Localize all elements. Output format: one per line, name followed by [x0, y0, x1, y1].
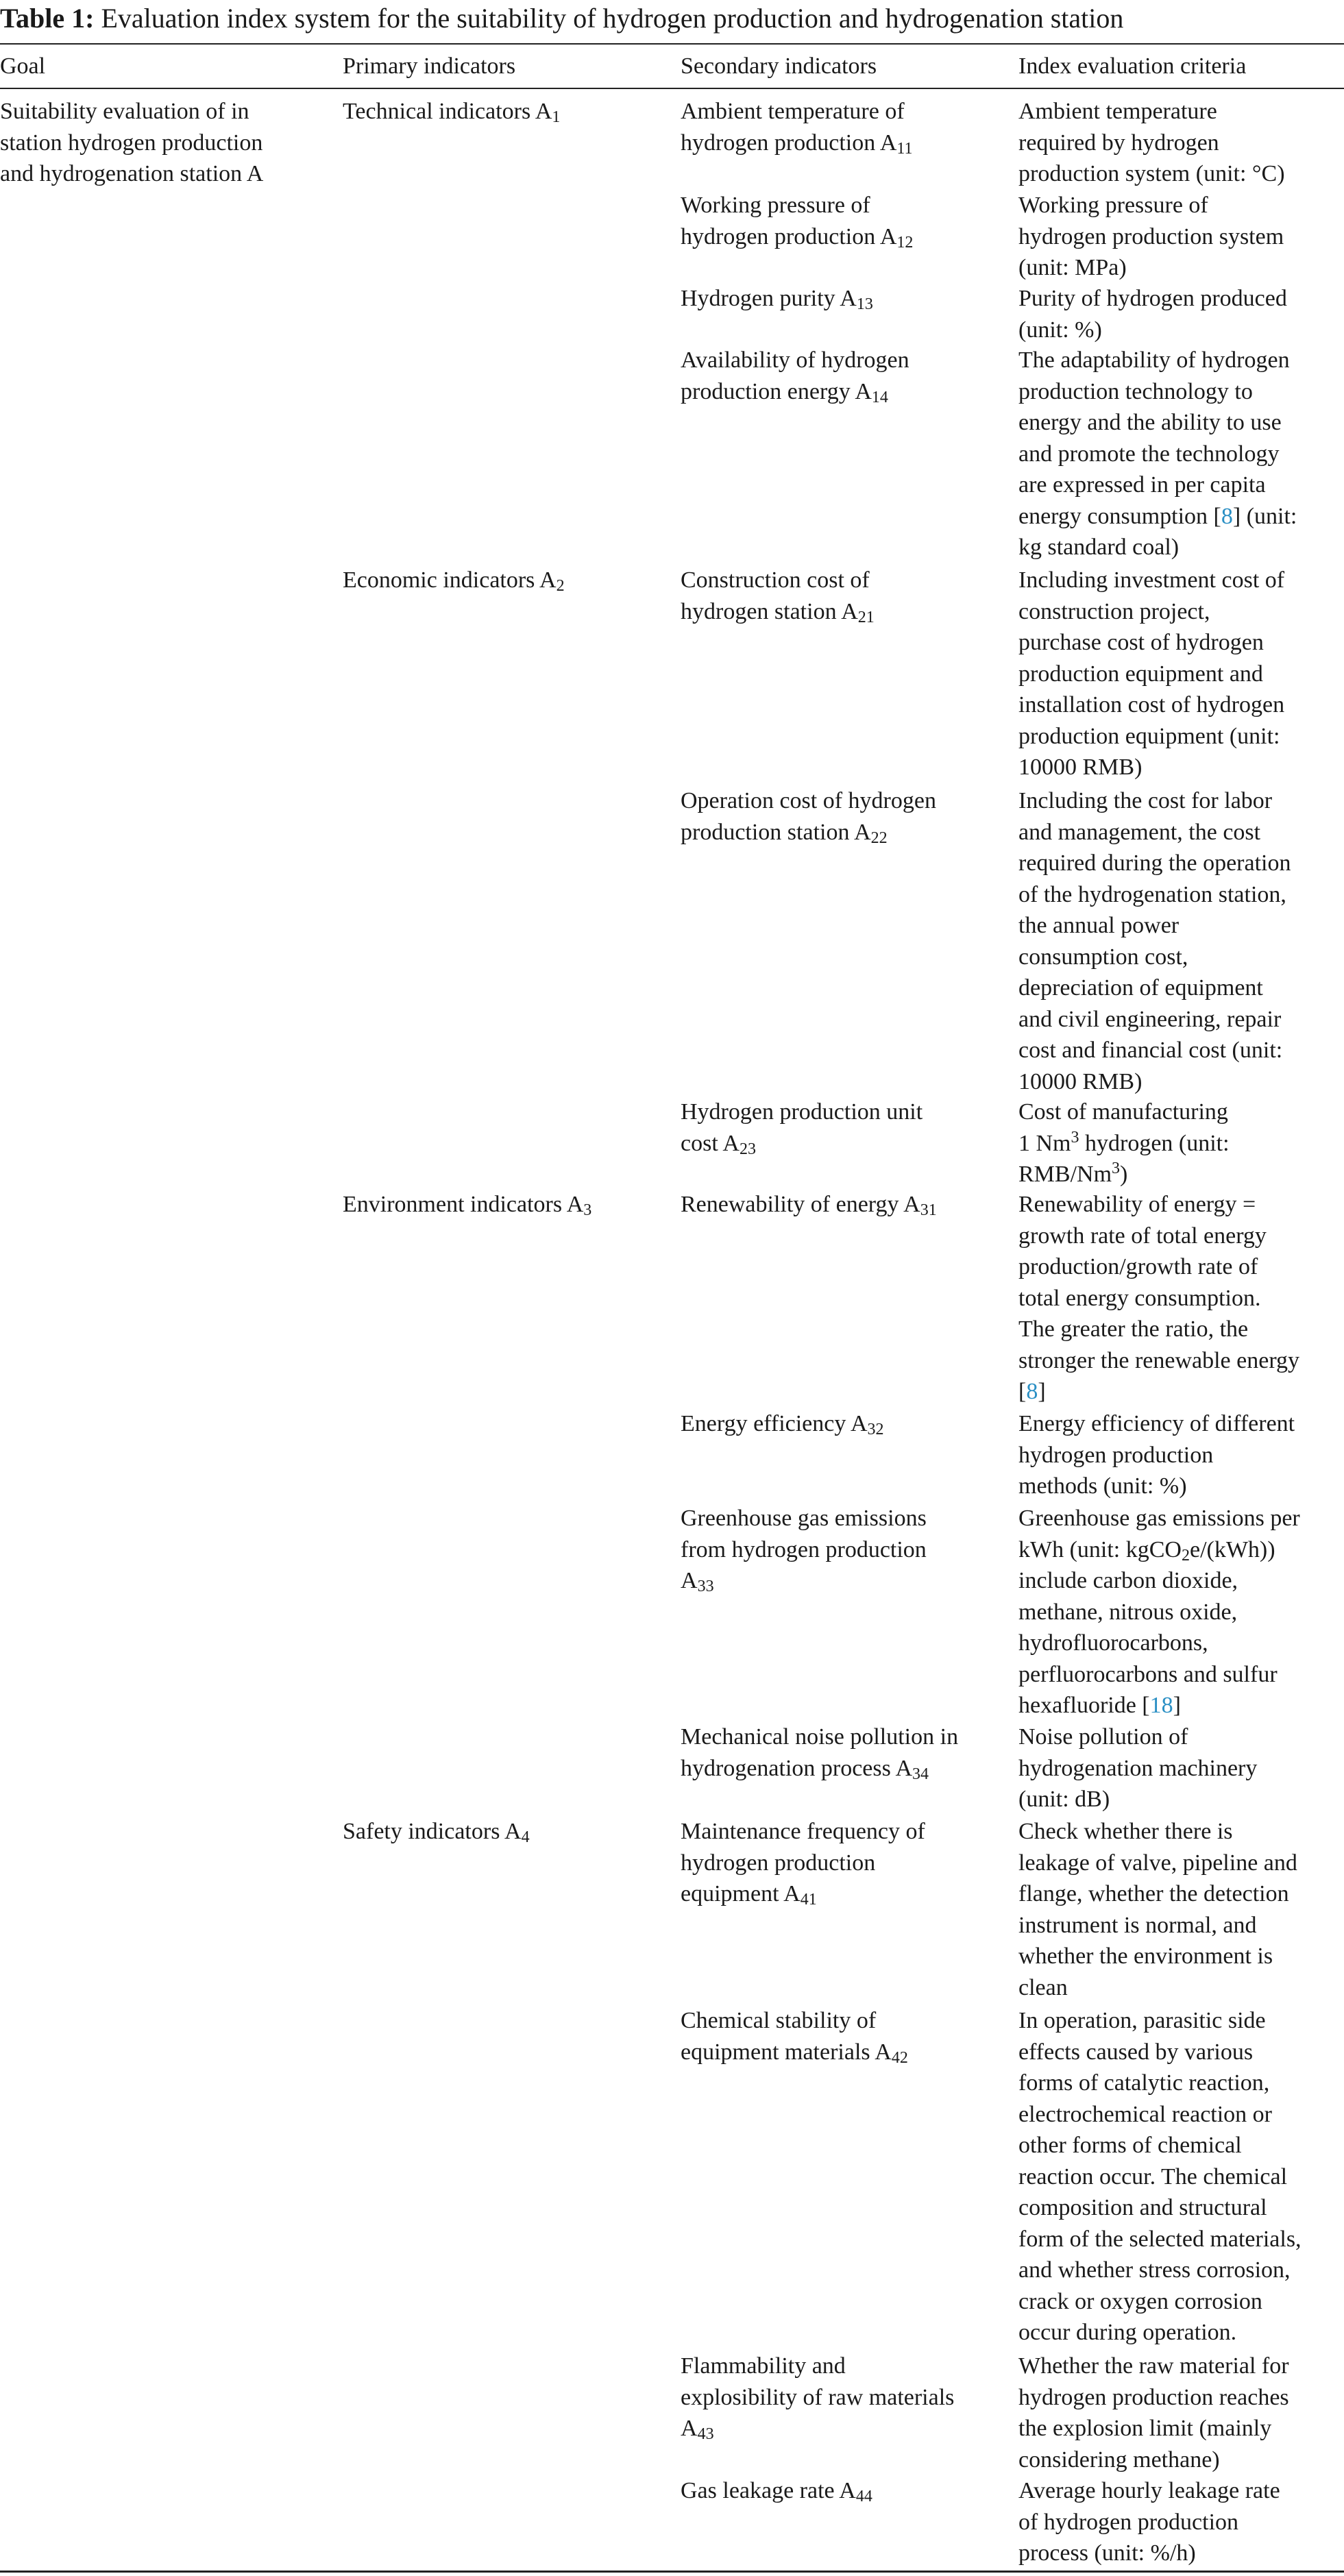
table-caption-label: Table 1: — [0, 3, 95, 34]
header-index-evaluation-criteria: Index evaluation criteria — [1018, 53, 1247, 79]
criteria-a44: Average hourly leakage rate of hydrogen production process (unit: %/h) — [1018, 2478, 1280, 2566]
secondary-indicator-a43: Flammability and explosibility of raw materials $A_{43}$ — [681, 2353, 955, 2443]
reference-link-8[interactable]: 8 — [1026, 1379, 1038, 1404]
secondary-indicator-a13: Hydrogen purity $A_{13}$ — [681, 286, 873, 313]
secondary-indicator-a21: Construction cost of hydrogen station $A_{21}$ — [681, 567, 875, 626]
secondary-indicator-a23: Hydrogen production unit cost $A_{23}$ — [681, 1099, 923, 1158]
table-top-rule — [0, 43, 1344, 45]
secondary-indicator-a42: Chemical stability of equipment materials $A_{42}$ — [681, 2008, 908, 2067]
secondary-indicator-a33: Greenhouse gas emissions from hydrogen production $A_{33}$ — [681, 1506, 927, 1595]
secondary-indicator-a12: Working pressure of hydrogen production $A_{12}$ — [681, 193, 914, 252]
primary-indicator-environment: Environment indicators $A_3$ — [343, 1192, 592, 1219]
criteria-a13: Purity of hydrogen produced (unit: %) — [1018, 286, 1287, 343]
criteria-a21: Including investment cost of construction project, purchase cost of hydrogen production equipment and installation cost of hydrogen production equipment (unit: 10000 RMB) — [1018, 567, 1285, 780]
secondary-indicator-a34: Mechanical noise pollution in hydrogenation process $A_{34}$ — [681, 1724, 959, 1783]
criteria-a41: Check whether there is leakage of valve, pipeline and flange, whether the detection instrument is normal, and whether the environment is clean — [1018, 1819, 1297, 2000]
criteria-a32: Energy efficiency of different hydrogen production methods (unit: %) — [1018, 1411, 1295, 1499]
header-goal: Goal — [0, 53, 46, 79]
goal-cell: Suitability evaluation of in station hydrogen production and hydrogenation station A — [0, 99, 264, 186]
criteria-a43: Whether the raw material for hydrogen production reaches the explosion limit (mainly considering methane) — [1018, 2353, 1289, 2473]
criteria-a14: The adaptability of hydrogen production technology to energy and the ability to use and promote the technology are expressed in per capita energy consumption [8] (unit: kg standard coal) — [1018, 347, 1297, 560]
criteria-a12: Working pressure of hydrogen production system (unit: MPa) — [1018, 193, 1284, 280]
criteria-a31: Renewability of energy = growth rate of total energy production/growth rate of total energy consumption. The greater the ratio, the stronger the renewable energy [8] — [1018, 1192, 1300, 1404]
secondary-indicator-a11: Ambient temperature of hydrogen production $A_{11}$ — [681, 99, 913, 158]
criteria-a23: Cost of manufacturing 1 Nm$^3$ hydrogen (unit: RMB/Nm$^3$) — [1018, 1099, 1230, 1187]
primary-indicator-safety: Safety indicators $A_4$ — [343, 1819, 530, 1846]
primary-indicator-technical: Technical indicators $A_1$ — [343, 99, 561, 126]
reference-link-18[interactable]: 18 — [1149, 1693, 1173, 1718]
table-bottom-rule — [0, 2571, 1344, 2573]
header-secondary-indicators: Secondary indicators — [681, 53, 877, 79]
secondary-indicator-a14: Availability of hydrogen production energy $A_{14}$ — [681, 347, 909, 406]
criteria-a42: In operation, parasitic side effects caused by various forms of catalytic reaction, electrochemical reaction or other forms of chemical reaction occur. The chemical composition and structural form of the selected materials, and whether stress corrosion, crack or oxygen corrosion occur during operation. — [1018, 2008, 1302, 2345]
secondary-indicator-a31: Renewability of energy $A_{31}$ — [681, 1192, 937, 1219]
reference-link-8[interactable]: 8 — [1221, 503, 1233, 529]
table-caption-text: Evaluation index system for the suitability of hydrogen production and hydrogenation station — [101, 3, 1124, 34]
criteria-a22: Including the cost for labor and management, the cost required during the operation of the hydrogenation station, the annual power consumption cost, depreciation of equipment and civil engineering, repair cost and financial cost (unit: 10000 RMB) — [1018, 788, 1291, 1094]
criteria-a33: Greenhouse gas emissions per kWh (unit: kgCO$_2$e/(kWh)) include carbon dioxide, methane, nitrous oxide, hydrofluorocarbons, perfluorocarbons and sulfur hexafluoride [18] — [1018, 1506, 1300, 1718]
secondary-indicator-a44: Gas leakage rate $A_{44}$ — [681, 2478, 872, 2505]
criteria-a34: Noise pollution of hydrogenation machinery (unit: dB) — [1018, 1724, 1258, 1812]
secondary-indicator-a32: Energy efficiency $A_{32}$ — [681, 1411, 884, 1438]
secondary-indicator-a41: Maintenance frequency of hydrogen production equipment $A_{41}$ — [681, 1819, 925, 1909]
primary-indicator-economic: Economic indicators $A_2$ — [343, 567, 565, 595]
table-caption — [0, 1, 1344, 36]
criteria-a11: Ambient temperature required by hydrogen production system (unit: °C) — [1018, 99, 1285, 186]
secondary-indicator-a22: Operation cost of hydrogen production station $A_{22}$ — [681, 788, 936, 847]
table-header-rule — [0, 88, 1344, 89]
header-primary-indicators: Primary indicators — [343, 53, 516, 79]
